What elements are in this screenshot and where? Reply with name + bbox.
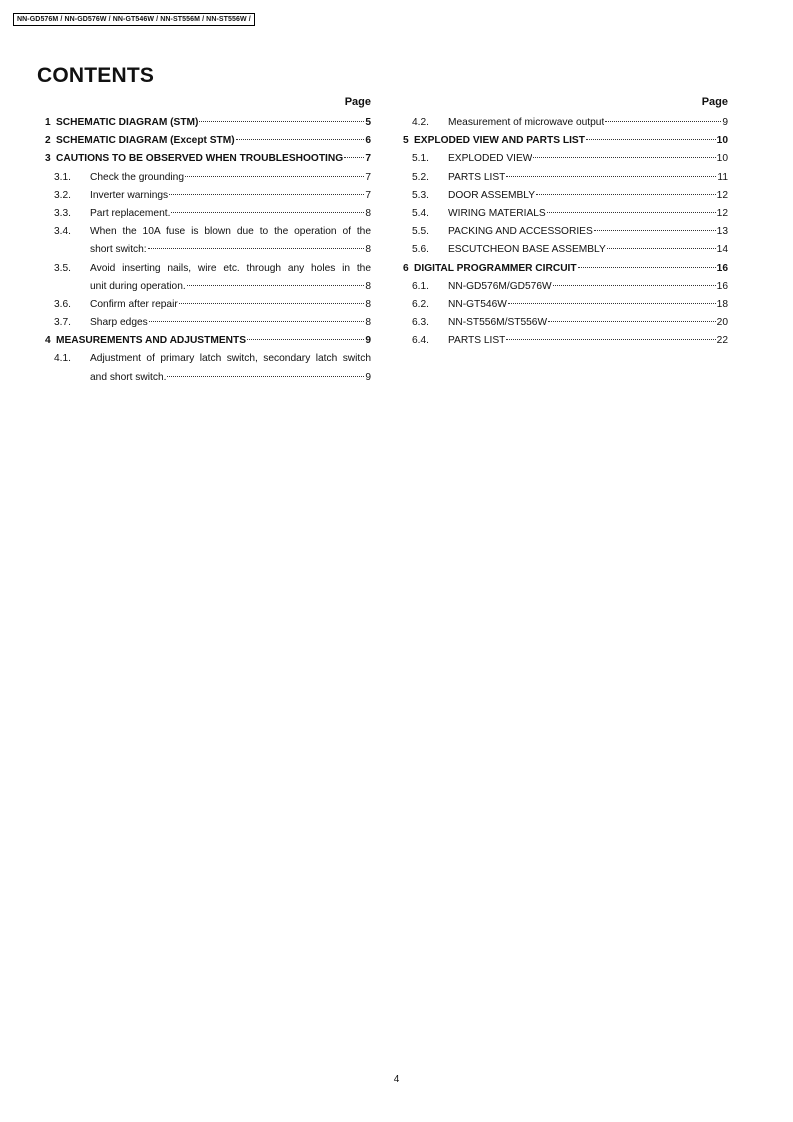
toc-entry-title: EXPLODED VIEW AND PARTS LIST (414, 135, 585, 147)
dot-leader (148, 248, 365, 249)
toc-entry-continuation (45, 278, 371, 296)
toc-entry-title: Avoid inserting nails, wire etc. through any holes in the (90, 262, 371, 274)
toc-entry-number: 5.2. (412, 171, 429, 183)
dot-leader (187, 285, 365, 286)
toc-entry[interactable] (45, 169, 371, 187)
toc-entry[interactable] (403, 205, 728, 223)
toc-entry-page: 10 (716, 153, 728, 165)
toc-entry-page: 8 (365, 207, 371, 219)
toc-entry-line (45, 132, 371, 150)
dot-leader (247, 339, 364, 340)
dot-leader (536, 194, 716, 195)
toc-entry-title-continued: and short switch. (90, 371, 167, 383)
toc-entry-line (403, 132, 728, 150)
toc-entry-title: DIGITAL PROGRAMMER CIRCUIT (414, 262, 577, 274)
page-column-label: Page (701, 96, 728, 108)
toc-entry-page: 22 (716, 335, 728, 347)
toc-entry-title: SCHEMATIC DIAGRAM (Except STM) (56, 135, 235, 147)
toc-entry-title: Part replacement. (90, 207, 171, 219)
page-title: CONTENTS (37, 64, 155, 87)
dot-leader (179, 303, 365, 304)
toc-entry-line (403, 205, 728, 223)
dot-leader (594, 230, 716, 231)
dot-leader (607, 248, 716, 249)
toc-entry-page: 10 (716, 135, 728, 147)
toc-entry-number: 5 (403, 135, 409, 147)
dot-leader (185, 176, 364, 177)
toc-entry-page: 8 (365, 280, 371, 292)
toc-entry-number: 4 (45, 335, 51, 347)
toc-entry-line (45, 296, 371, 314)
toc-entry-title: Sharp edges (90, 317, 148, 329)
toc-entry-line (45, 260, 371, 278)
dot-leader (199, 121, 364, 122)
toc-list-left (45, 114, 371, 387)
toc-entry[interactable] (45, 150, 371, 168)
toc-entry-number: 4.1. (54, 353, 71, 365)
toc-entry-number: 3.6. (54, 298, 71, 310)
dot-leader (533, 157, 715, 158)
toc-entry-number: 3.3. (54, 207, 71, 219)
toc-entry-title: EXPLODED VIEW (448, 153, 533, 165)
dot-leader (506, 339, 715, 340)
toc-entry[interactable] (45, 314, 371, 332)
toc-entry-number: 5.1. (412, 153, 429, 165)
toc-entry[interactable] (45, 132, 371, 150)
toc-entry[interactable] (403, 223, 728, 241)
toc-entry-title: When the 10A fuse is blown due to the operation of the (90, 226, 371, 238)
toc-entry-title-continued: short switch: (90, 244, 147, 256)
toc-entry-number: 3.7. (54, 317, 71, 329)
toc-entry-page: 18 (716, 298, 728, 310)
toc-entry[interactable] (403, 187, 728, 205)
toc-entry-page: 8 (365, 298, 371, 310)
toc-entry-number: 1 (45, 117, 51, 128)
toc-entry[interactable] (45, 296, 371, 314)
dot-leader (506, 176, 716, 177)
toc-entry[interactable] (403, 169, 728, 187)
toc-entry[interactable] (45, 114, 371, 132)
toc-entry-number: 3.1. (54, 171, 71, 183)
toc-entry-title: SCHEMATIC DIAGRAM (STM) (56, 117, 199, 128)
toc-entry[interactable] (45, 260, 371, 296)
toc-entry[interactable] (403, 278, 728, 296)
toc-entry-title: WIRING MATERIALS (448, 207, 546, 219)
toc-entry-title: Adjustment of primary latch switch, secondary latch switch (90, 353, 371, 365)
toc-entry[interactable] (403, 332, 728, 350)
toc-entry-page: 7 (365, 189, 371, 201)
toc-entry-page: 9 (722, 117, 728, 128)
toc-entry-page: 16 (716, 262, 728, 274)
toc-entry-number: 2 (45, 135, 51, 147)
toc-entry-line (403, 150, 728, 168)
toc-entry-line (45, 187, 371, 205)
toc-entry-page: 9 (365, 335, 371, 347)
toc-list-right (403, 114, 728, 350)
dot-leader (171, 212, 364, 213)
toc-entry-page: 12 (716, 207, 728, 219)
toc-entry-title: Measurement of microwave output (448, 117, 605, 128)
toc-entry-number: 6.2. (412, 298, 429, 310)
toc-entry-number: 6.4. (412, 335, 429, 347)
toc-entry-number: 5.6. (412, 244, 429, 256)
toc-entry[interactable] (45, 350, 371, 386)
toc-entry-title: CAUTIONS TO BE OBSERVED WHEN TROUBLESHOOTING (56, 153, 344, 165)
dot-leader (553, 285, 716, 286)
toc-entry-title: NN-ST556M/ST556W (448, 317, 548, 329)
toc-entry-title: NN-GD576M/GD576W (448, 280, 552, 292)
toc-entry-title: ESCUTCHEON BASE ASSEMBLY (448, 244, 606, 256)
page-column-label: Page (344, 96, 371, 108)
toc-entry-page: 6 (365, 135, 371, 147)
toc-entry-continuation (45, 241, 371, 259)
toc-entry[interactable] (403, 150, 728, 168)
toc-entry-title-continued: unit during operation. (90, 280, 186, 292)
dot-leader (508, 303, 716, 304)
toc-entry-number: 3.5. (54, 262, 71, 274)
toc-entry-page: 16 (716, 280, 728, 292)
toc-entry[interactable] (45, 332, 371, 350)
toc-entry-title: PACKING AND ACCESSORIES (448, 226, 593, 238)
toc-entry-line (45, 205, 371, 223)
toc-entry-number: 5.3. (412, 189, 429, 201)
toc-entry-line (403, 169, 728, 187)
toc-entry-line (45, 314, 371, 332)
toc-entry-number: 6 (403, 262, 409, 274)
toc-entry[interactable] (403, 114, 728, 132)
toc-entry-page: 14 (716, 244, 728, 256)
toc-entry[interactable] (403, 241, 728, 259)
toc-entry-page: 11 (717, 171, 728, 183)
toc-entry-line (403, 187, 728, 205)
toc-entry-number: 5.4. (412, 207, 429, 219)
toc-entry-number: 3.4. (54, 226, 71, 238)
toc-entry-title: Confirm after repair (90, 298, 178, 310)
toc-left-column (45, 94, 371, 387)
toc-entry[interactable] (403, 296, 728, 314)
toc-entry[interactable] (403, 132, 728, 150)
toc-entry-page: 7 (365, 171, 371, 183)
toc-entry-page: 8 (365, 317, 371, 329)
toc-entry-line (403, 260, 728, 278)
toc-entry-line (45, 223, 371, 241)
page-number: 4 (393, 1074, 400, 1085)
toc-right-column (403, 94, 728, 350)
toc-entry-line (403, 241, 728, 259)
toc-entry-title: Inverter warnings (90, 189, 169, 201)
dot-leader (547, 212, 716, 213)
toc-entry-number: 6.1. (412, 280, 429, 292)
dot-leader (236, 139, 365, 140)
dot-leader (169, 194, 364, 195)
toc-entry[interactable] (45, 223, 371, 259)
toc-entry-line (403, 278, 728, 296)
toc-entry-number: 5.5. (412, 226, 429, 238)
dot-leader (578, 267, 716, 268)
toc-entry-page: 7 (365, 153, 371, 165)
model-number-header: NN-GD576M / NN-GD576W / NN-GT546W / NN-ST556M / NN-ST556W / (13, 13, 255, 26)
toc-entry-page: 20 (716, 317, 728, 329)
toc-entry-line (403, 114, 728, 132)
toc-entry-line (403, 332, 728, 350)
toc-entry-number: 3 (45, 153, 51, 165)
toc-entry-line (45, 150, 371, 168)
dot-leader (149, 321, 365, 322)
toc-entry-line (403, 314, 728, 332)
toc-entry-page: 12 (716, 189, 728, 201)
dot-leader (586, 139, 716, 140)
toc-entry-continuation (45, 369, 371, 387)
toc-entry-title: MEASUREMENTS AND ADJUSTMENTS (56, 335, 246, 347)
dot-leader (167, 376, 364, 377)
toc-entry[interactable] (45, 205, 371, 223)
toc-entry-page: 13 (716, 226, 728, 238)
toc-entry-title: Check the grounding (90, 171, 185, 183)
dot-leader (605, 121, 721, 122)
toc-entry-line (45, 114, 371, 132)
toc-entry-title: DOOR ASSEMBLY (448, 189, 535, 201)
dot-leader (344, 157, 364, 158)
toc-entry-page: 9 (365, 371, 371, 383)
toc-entry-line (403, 223, 728, 241)
toc-entry-line (403, 296, 728, 314)
toc-entry-title: PARTS LIST (448, 335, 506, 347)
toc-entry-number: 4.2. (412, 117, 429, 128)
dot-leader (548, 321, 716, 322)
toc-entry-number: 3.2. (54, 189, 71, 201)
toc-entry[interactable] (403, 314, 728, 332)
toc-entry-line (45, 350, 371, 368)
toc-entry-page: 8 (365, 244, 371, 256)
toc-entry-title: NN-GT546W (448, 298, 507, 310)
toc-entry-line (45, 169, 371, 187)
toc-entry-number: 6.3. (412, 317, 429, 329)
toc-entry-line (45, 332, 371, 350)
toc-entry[interactable] (403, 260, 728, 278)
toc-entry-page: 5 (365, 117, 371, 128)
toc-entry-title: PARTS LIST (448, 171, 506, 183)
toc-entry[interactable] (45, 187, 371, 205)
